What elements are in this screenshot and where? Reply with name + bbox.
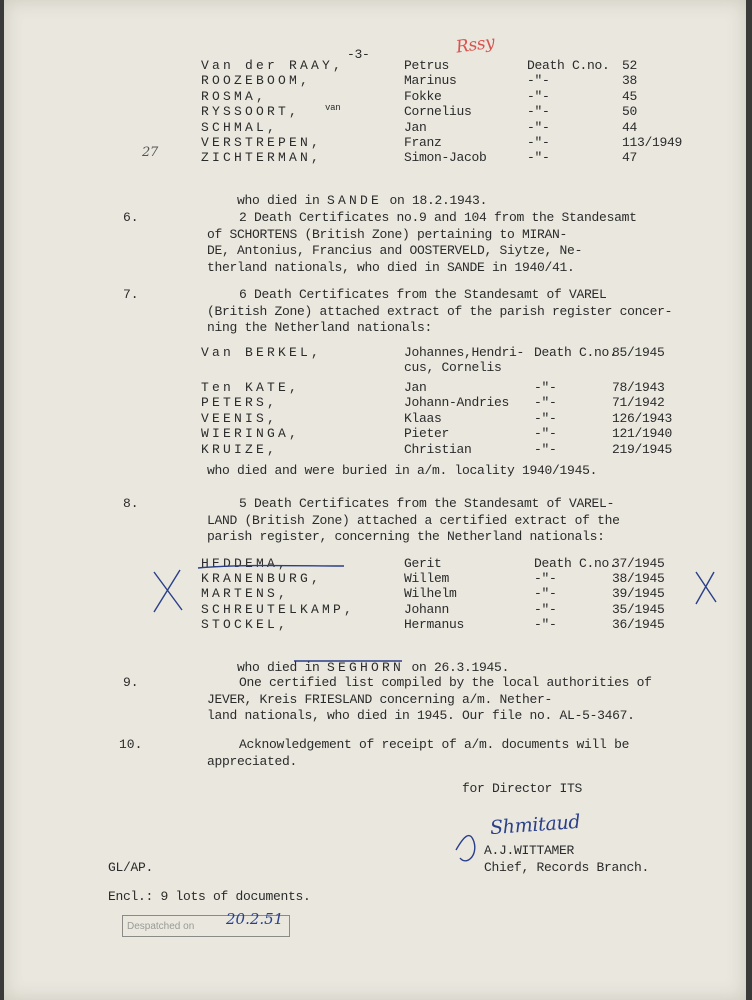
p9-line: One certified list compiled by the local authorities of xyxy=(239,675,652,690)
given-name-cell: Pieter xyxy=(404,426,450,442)
given-name-cell: Petrus xyxy=(404,58,450,73)
item-9-text xyxy=(207,675,652,725)
surname-cell: VEENIS, xyxy=(201,410,279,426)
item-6-text xyxy=(207,210,637,276)
p6-line: of SCHORTENS (British Zone) pertaining to MIRAN- xyxy=(207,226,568,242)
reference-cell: -"- xyxy=(534,426,557,442)
surname-cell: STOCKEL, xyxy=(201,616,290,632)
reference-cell: Death C.no. xyxy=(534,556,617,571)
died-pre: who died in xyxy=(237,193,328,208)
given-name-cell: Jan xyxy=(404,119,427,135)
item-number-6: 6. xyxy=(123,210,139,225)
certificate-number-cell: 52 xyxy=(622,58,638,73)
item-number-7: 7. xyxy=(123,287,139,302)
surname-cell: ROSMA, xyxy=(201,88,268,104)
certificate-number-cell: 78/1943 xyxy=(612,379,665,395)
given-name-cell: Gerit xyxy=(404,556,442,571)
certificate-number-cell: 71/1942 xyxy=(612,395,665,411)
surname-cell: KRANENBURG, xyxy=(201,571,323,587)
item-8-text xyxy=(207,496,620,546)
reference-cell: -"- xyxy=(527,135,550,150)
certificate-number-cell: 37/1945 xyxy=(612,556,665,571)
p6-line: DE, Antonius, Francius and OOSTERVELD, Siytze, Ne- xyxy=(207,243,583,258)
given-name-cont: cus, Cornelis xyxy=(404,360,502,375)
reference-cell: -"- xyxy=(534,379,557,395)
item-number-9: 9. xyxy=(123,675,139,690)
given-name-cell: Wilhelm xyxy=(404,586,457,602)
document-page xyxy=(4,0,746,1000)
reference-cell: -"- xyxy=(534,586,557,602)
reference-cell: -"- xyxy=(534,601,557,617)
p8-line: 5 Death Certificates from the Standesamt of VAREL- xyxy=(239,496,615,511)
item-number-8: 8. xyxy=(123,496,139,511)
certificate-number-cell: 50 xyxy=(622,104,638,120)
given-name-cell: Franz xyxy=(404,135,442,150)
p6-line: therland nationals, who died in SANDE in 1940/41. xyxy=(207,259,575,275)
given-name-cell: Hermanus xyxy=(404,616,465,632)
reference-cell: -"- xyxy=(527,88,550,104)
surname-cell: Van der RAAY, xyxy=(201,58,345,73)
signatory-title: Chief, Records Branch. xyxy=(484,860,650,875)
surname-cell: VERSTREPEN, xyxy=(201,135,323,150)
p9-line: JEVER, Kreis FRIESLAND concerning a/m. Nether- xyxy=(207,691,553,707)
reference-cell: -"- xyxy=(534,395,557,411)
surname-cell: Ten KATE, xyxy=(201,379,301,395)
red-pencil-annotation: Rssy xyxy=(454,32,496,58)
reference-cell: -"- xyxy=(534,616,557,632)
certificate-number-cell: 85/1945 xyxy=(612,345,665,360)
surname-cell: SCHREUTELKAMP, xyxy=(201,601,356,617)
given-name-cell: Jan xyxy=(404,379,427,395)
reference-cell: -"- xyxy=(534,442,557,457)
signature-stroke xyxy=(456,836,475,861)
given-name-cell: Simon-Jacob xyxy=(404,150,487,166)
p6-line: 2 Death Certificates no.9 and 104 from the Standesamt xyxy=(239,210,637,225)
died-and-buried-line: who died and were buried in a/m. locality 1940/1945. xyxy=(207,463,598,478)
died-pre-2: who died in xyxy=(237,660,328,675)
certificate-number-cell: 126/1943 xyxy=(612,410,673,426)
p10-line: Acknowledgement of receipt of a/m. documents will be xyxy=(239,737,630,752)
p10-line: appreciated. xyxy=(207,753,298,769)
certificate-number-cell: 39/1945 xyxy=(612,586,665,602)
certificate-number-cell: 38/1945 xyxy=(612,571,665,587)
surname-cell: RYSSOORT, xyxy=(201,104,301,120)
reference-cell: -"- xyxy=(527,119,550,135)
margin-annotation-27: 27 xyxy=(142,145,158,160)
p8-line: LAND (British Zone) attached a certified extract of the xyxy=(207,512,620,528)
certificate-number-cell: 113/1949 xyxy=(622,135,683,150)
given-name-cell: Christian xyxy=(404,442,472,457)
reference-cell: Death C.no. xyxy=(534,345,617,360)
reference-initials: GL/AP. xyxy=(108,860,154,875)
given-name-cell: Fokke xyxy=(404,88,442,104)
reference-cell: -"- xyxy=(534,410,557,426)
item-10-text xyxy=(207,737,629,770)
page-number: -3- xyxy=(347,47,370,62)
reference-cell: -"- xyxy=(527,73,550,89)
given-name-cell: Willem xyxy=(404,571,450,587)
surname-cell: SCHMAL, xyxy=(201,119,279,135)
p7-line: (British Zone) attached extract of the parish register concer- xyxy=(207,303,673,319)
certificate-number-cell: 44 xyxy=(622,119,638,135)
despatched-date: 20.2.51 xyxy=(226,910,284,928)
given-name-cell: Cornelius xyxy=(404,104,472,120)
certificate-number-cell: 35/1945 xyxy=(612,601,665,617)
given-name-cell: Johann xyxy=(404,601,450,617)
x-mark-right xyxy=(696,572,716,604)
given-name-cell: Johann-Andries xyxy=(404,395,510,411)
p7-line: 6 Death Certificates from the Standesamt of VAREL xyxy=(239,287,607,302)
reference-cell: -"- xyxy=(534,571,557,587)
surname-cell: MARTENS, xyxy=(201,586,290,602)
certificate-number-cell: 38 xyxy=(622,73,638,89)
surname-cell: ZICHTERMAN, xyxy=(201,150,323,166)
item-number-10: 10. xyxy=(119,737,143,752)
given-name-cell: Johannes,Hendri- xyxy=(404,345,525,360)
surname-cell: PETERS, xyxy=(201,395,279,411)
certificate-number-cell: 45 xyxy=(622,88,638,104)
place-sande: SANDE xyxy=(327,193,383,208)
name-suffix: van xyxy=(325,103,341,114)
handwritten-signature: Shmitaud xyxy=(489,810,581,840)
place-seghorn: SEGHORN xyxy=(327,660,405,675)
surname-cell: Van BERKEL, xyxy=(201,345,323,360)
certificate-number-cell: 36/1945 xyxy=(612,616,665,632)
certificate-number-cell: 219/1945 xyxy=(612,442,673,457)
given-name-cell: Klaas xyxy=(404,410,442,426)
despatched-stamp: Despatched on xyxy=(122,915,290,937)
given-name-cell: Marinus xyxy=(404,73,457,89)
surname-cell: HEDDEMA, xyxy=(201,556,290,571)
reference-cell: -"- xyxy=(527,150,550,166)
p9-line: land nationals, who died in 1945. Our file no. AL-5-3467. xyxy=(207,708,635,723)
p7-line: ning the Netherland nationals: xyxy=(207,320,433,335)
signatory-name: A.J.WITTAMER xyxy=(484,843,575,858)
reference-cell: Death C.no. xyxy=(527,58,610,73)
died-post-2: on 26.3.1945. xyxy=(404,660,510,675)
reference-cell: -"- xyxy=(527,104,550,120)
surname-cell: WIERINGA, xyxy=(201,426,301,442)
certificate-number-cell: 47 xyxy=(622,150,638,166)
for-director-line: for Director ITS xyxy=(462,781,583,796)
enclosure-line: Encl.: 9 lots of documents. xyxy=(108,889,311,904)
x-mark-left xyxy=(154,570,182,612)
item-7-text xyxy=(207,287,672,337)
surname-cell: ROOZEBOOM, xyxy=(201,73,312,89)
certificate-number-cell: 121/1940 xyxy=(612,426,673,442)
p8-line: parish register, concerning the Netherland nationals: xyxy=(207,529,605,544)
surname-cell: KRUIZE, xyxy=(201,442,279,457)
died-post: on 18.2.1943. xyxy=(382,193,488,208)
